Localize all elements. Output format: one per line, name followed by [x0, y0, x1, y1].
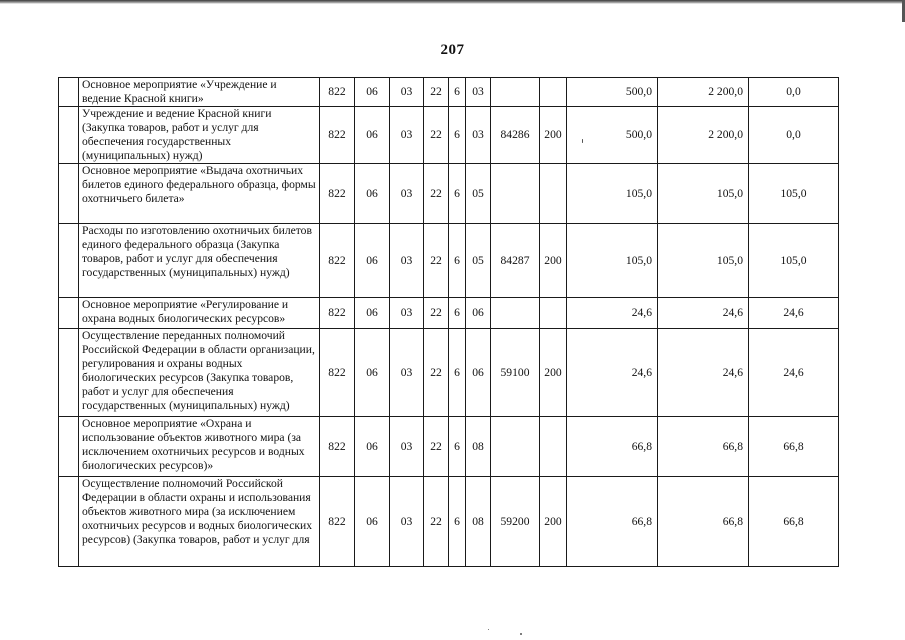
cell-expense-code	[491, 78, 540, 107]
row-name: Учреждение и ведение Красной книги (Закупка товаров, работ и услуг для обеспечения государственных (муниципальных) нужд)	[79, 107, 320, 164]
cell-sum-2: 105,0	[658, 224, 749, 298]
row-name: Основное мероприятие «Учреждение и ведение Красной книги»	[79, 78, 320, 107]
row-margin-cell	[59, 417, 79, 477]
row-name: Основное мероприятие «Регулирование и охрана водных биологических ресурсов»	[79, 298, 320, 329]
budget-table	[58, 77, 839, 567]
cell-expense-code: 84286	[491, 107, 540, 164]
cell-program: 22	[424, 477, 449, 567]
scan-speck	[488, 629, 489, 630]
cell-measure: 03	[466, 107, 491, 164]
cell-sum-3: 24,6	[749, 329, 839, 417]
table-row	[59, 78, 839, 107]
row-name: Осуществление переданных полномочий Российской Федерации в области организации, регулирования и охраны водных биологических ресурсов (Закупка товаров, работ и услуг для обеспечения государственных (муниципальных) нужд)	[79, 329, 320, 417]
cell-sum-2: 66,8	[658, 417, 749, 477]
cell-pr: 03	[390, 164, 424, 224]
cell-vr: 200	[540, 329, 567, 417]
cell-expense-code: 84287	[491, 224, 540, 298]
row-name: Осуществление полномочий Российской Федерации в области охраны и использования объектов животного мира (за исключением охотничьих ресурсов и водных биологических ресурсов) (Закупка товаров, работ и услуг для	[79, 477, 320, 567]
cell-vr: 200	[540, 224, 567, 298]
row-margin-cell	[59, 107, 79, 164]
cell-sum-1: 24,6	[567, 329, 658, 417]
cell-program: 22	[424, 224, 449, 298]
cell-sum-1: 105,0	[567, 164, 658, 224]
row-margin-cell	[59, 164, 79, 224]
cell-vr: 200	[540, 107, 567, 164]
cell-subprogram: 6	[449, 107, 466, 164]
cell-subprogram: 6	[449, 164, 466, 224]
cell-rz: 06	[355, 417, 390, 477]
cell-vr: 200	[540, 477, 567, 567]
row-name: Основное мероприятие «Выдача охотничьих билетов единого федерального образца, формы охотничьего билета»	[79, 164, 320, 224]
page-number: 207	[440, 42, 465, 58]
row-margin-cell	[59, 78, 79, 107]
cell-expense-code	[491, 164, 540, 224]
cell-subprogram: 6	[449, 417, 466, 477]
cell-program: 22	[424, 329, 449, 417]
row-margin-cell	[59, 298, 79, 329]
table-row	[59, 164, 839, 224]
table-row	[59, 477, 839, 567]
cell-sum-3: 105,0	[749, 224, 839, 298]
cell-sum-2: 24,6	[658, 329, 749, 417]
cell-gr: 822	[320, 224, 355, 298]
scan-speck	[520, 633, 522, 635]
cell-subprogram: 6	[449, 224, 466, 298]
cell-pr: 03	[390, 107, 424, 164]
cell-measure: 05	[466, 224, 491, 298]
cell-rz: 06	[355, 477, 390, 567]
cell-sum-2: 2 200,0	[658, 78, 749, 107]
cell-program: 22	[424, 78, 449, 107]
table-row	[59, 224, 839, 298]
cell-pr: 03	[390, 477, 424, 567]
cell-gr: 822	[320, 107, 355, 164]
cell-rz: 06	[355, 224, 390, 298]
cell-sum-1: 500,0	[567, 107, 658, 164]
cell-sum-1: 500,0	[567, 78, 658, 107]
cell-rz: 06	[355, 329, 390, 417]
table-row	[59, 298, 839, 329]
cell-sum-2: 66,8	[658, 477, 749, 567]
cell-rz: 06	[355, 164, 390, 224]
cell-sum-3: 0,0	[749, 107, 839, 164]
cell-sum-1: 66,8	[567, 477, 658, 567]
cell-vr	[540, 417, 567, 477]
cell-rz: 06	[355, 298, 390, 329]
cell-vr	[540, 298, 567, 329]
cell-sum-2: 105,0	[658, 164, 749, 224]
row-margin-cell	[59, 329, 79, 417]
cell-measure: 06	[466, 329, 491, 417]
cell-program: 22	[424, 107, 449, 164]
cell-sum-2: 2 200,0	[658, 107, 749, 164]
cell-sum-3: 66,8	[749, 417, 839, 477]
cell-vr	[540, 164, 567, 224]
cell-gr: 822	[320, 477, 355, 567]
cell-subprogram: 6	[449, 477, 466, 567]
scan-top-edge	[0, 0, 905, 4]
row-name: Основное мероприятие «Охрана и использование объектов животного мира (за исключением охотничьих ресурсов и водных биологических ресурсов)»	[79, 417, 320, 477]
cell-pr: 03	[390, 329, 424, 417]
cell-program: 22	[424, 417, 449, 477]
cell-measure: 08	[466, 477, 491, 567]
cell-pr: 03	[390, 224, 424, 298]
scan-speck	[582, 139, 583, 143]
cell-gr: 822	[320, 164, 355, 224]
cell-program: 22	[424, 298, 449, 329]
cell-sum-1: 66,8	[567, 417, 658, 477]
row-margin-cell	[59, 224, 79, 298]
cell-sum-3: 105,0	[749, 164, 839, 224]
cell-pr: 03	[390, 298, 424, 329]
cell-vr	[540, 78, 567, 107]
cell-gr: 822	[320, 298, 355, 329]
cell-rz: 06	[355, 78, 390, 107]
cell-sum-1: 24,6	[567, 298, 658, 329]
cell-subprogram: 6	[449, 329, 466, 417]
cell-sum-3: 0,0	[749, 78, 839, 107]
cell-program: 22	[424, 164, 449, 224]
cell-expense-code	[491, 298, 540, 329]
cell-gr: 822	[320, 78, 355, 107]
row-name: Расходы по изготовлению охотничьих билетов единого федерального образца (Закупка товаров, работ и услуг для обеспечения государственных (муниципальных) нужд)	[79, 224, 320, 298]
cell-expense-code: 59200	[491, 477, 540, 567]
cell-sum-1: 105,0	[567, 224, 658, 298]
cell-measure: 03	[466, 78, 491, 107]
cell-sum-3: 66,8	[749, 477, 839, 567]
cell-gr: 822	[320, 417, 355, 477]
cell-measure: 06	[466, 298, 491, 329]
cell-pr: 03	[390, 417, 424, 477]
cell-sum-2: 24,6	[658, 298, 749, 329]
cell-gr: 822	[320, 329, 355, 417]
cell-sum-3: 24,6	[749, 298, 839, 329]
cell-subprogram: 6	[449, 78, 466, 107]
cell-measure: 08	[466, 417, 491, 477]
cell-measure: 05	[466, 164, 491, 224]
cell-expense-code	[491, 417, 540, 477]
table-row	[59, 329, 839, 417]
cell-subprogram: 6	[449, 298, 466, 329]
cell-rz: 06	[355, 107, 390, 164]
table-row	[59, 417, 839, 477]
table-row	[59, 107, 839, 164]
cell-expense-code: 59100	[491, 329, 540, 417]
row-margin-cell	[59, 477, 79, 567]
cell-pr: 03	[390, 78, 424, 107]
